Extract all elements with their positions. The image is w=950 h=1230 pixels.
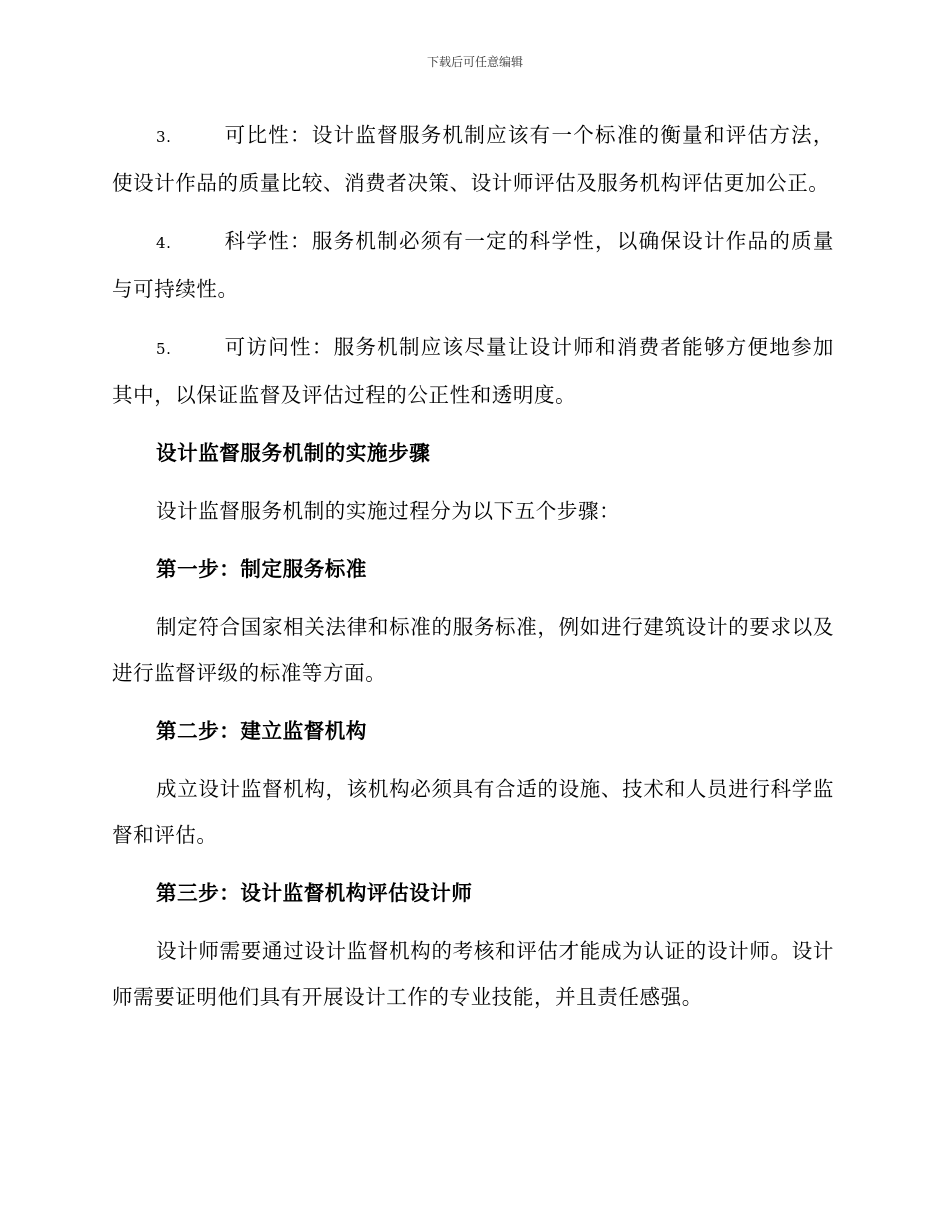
list-number: 4. <box>156 234 172 252</box>
step-2-text: 成立设计监督机构，该机构必须具有合适的设施、技术和人员进行科学监督和评估。 <box>112 777 834 847</box>
step-1-text: 制定符合国家相关法律和标准的服务标准，例如进行建筑设计的要求以及进行监督评级的标准等方面。 <box>112 615 834 685</box>
step-3-heading: 第三步：设计监督机构评估设计师 <box>156 881 473 905</box>
list-item-5 <box>112 324 834 418</box>
list-item-4 <box>112 218 834 312</box>
section-heading: 设计监督服务机制的实施步骤 <box>156 441 431 465</box>
list-item-text: 科学性：服务机制必须有一定的科学性，以确保设计作品的质量与可持续性。 <box>112 229 834 301</box>
list-item-3 <box>112 112 834 206</box>
list-item-text: 可访问性：服务机制应该尽量让设计师和消费者能够方便地参加其中，以保证监督及评估过程的公正性和透明度。 <box>112 335 834 407</box>
list-number: 5. <box>156 340 172 358</box>
step-1-heading: 第一步：制定服务标准 <box>156 557 367 581</box>
section-intro: 设计监督服务机制的实施过程分为以下五个步骤： <box>156 499 621 523</box>
page-header: 下载后可任意编辑 <box>426 55 523 69</box>
list-number: 3. <box>156 128 172 146</box>
document-body <box>112 112 834 1032</box>
step-2-heading: 第二步：建立监督机构 <box>156 719 367 743</box>
list-item-text: 可比性：设计监督服务机制应该有一个标准的衡量和评估方法，使设计作品的质量比较、消费者决策、设计师评估及服务机构评估更加公正。 <box>112 123 834 195</box>
step-3-text: 设计师需要通过设计监督机构的考核和评估才能成为认证的设计师。设计师需要证明他们具有开展设计工作的专业技能，并且责任感强。 <box>112 939 834 1009</box>
